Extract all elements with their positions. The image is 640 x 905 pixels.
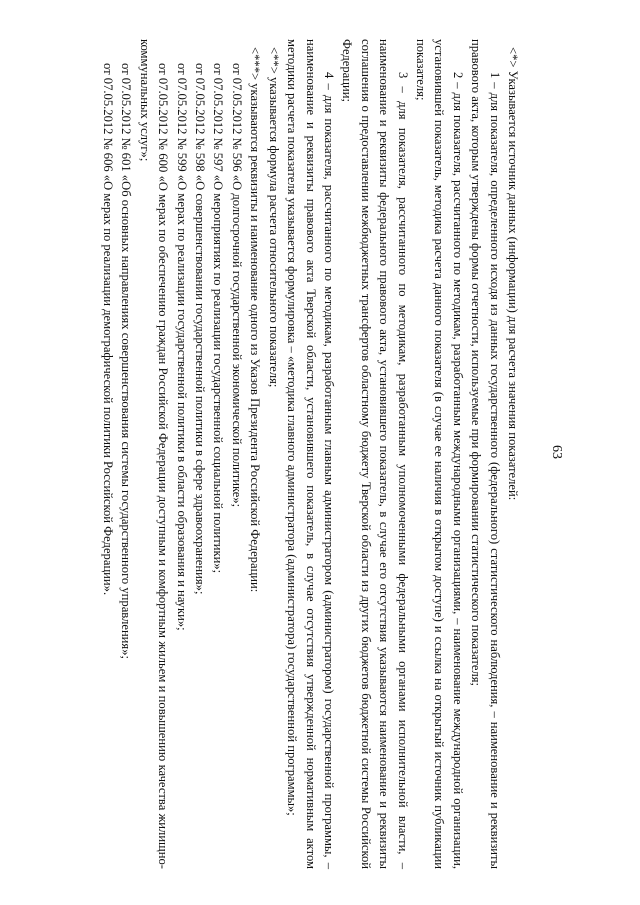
footnote-paragraph: от 07.05.2012 № 600 «О мерах по обеспечению граждан Российской Федерации доступным и комфортным жильем и повышению качества жилищно-коммунальных услуг»; <box>137 39 171 869</box>
footnote-paragraph: <**> указывается формула расчета относительного показателя; <box>266 47 281 388</box>
page-number: 63 <box>549 445 564 459</box>
footnote-paragraph: 3 – для показателя, рассчитанного по методикам, разработанным уполномоченными федеральными органами исполнительной власти, – наименование и реквизиты федерального правового акта, установившего показатель, в случае его отсутствия указываются наименование и реквизиты соглашения о предоставлении межбюджетных трансфертов областному бюджету Тверской области из других бюджетов бюджетной системы Российской Федерации; <box>340 39 410 869</box>
footnote-paragraph: от 07.05.2012 № 601 «Об основных направлениях совершенствования системы государственного управления»; <box>119 63 134 660</box>
footnote-paragraph: <***> указываются реквизиты и наименование одного из Указов Президента Российской Федерации: <box>248 47 263 593</box>
footnote-paragraph: от 07.05.2012 № 597 «О мероприятиях по реализации государственной социальной политики»; <box>211 63 226 574</box>
footnote-paragraph: от 07.05.2012 № 598 «О совершенствовании государственной политики в сфере здравоохранения»; <box>193 63 208 595</box>
footnote-paragraph: от 07.05.2012 № 599 «О мерах по реализации государственной политики в области образования и науки»; <box>174 63 189 631</box>
footnote-paragraph: 2 – для показателя, рассчитанного по методикам, разработанным международными организациями, – наименование международной организации, установившей показатель, методика расчета данного показателя (в случае ее наличия в открытом доступе) и ссылка на открытый источник публикации показателя; <box>413 39 465 869</box>
footnotes-block <box>99 39 522 869</box>
footnote-paragraph: <*> Указывается источник данных (информации) для расчета значения показателей: <box>506 47 520 501</box>
footnote-paragraph: 4 – для показателя, рассчитанного по методикам, разработанным главным администратором (администратором) государственной программы, – наименование и реквизиты правового акта Тверской области, установившего показатель, в случае отсутствия утвержденной нормативным актом методики расчета показателя указывается формулировка – «методика главного администратора (администратора) государственной программы»; <box>285 39 336 869</box>
footnote-paragraph: 1 – для показателя, определенного исходя из данных государственного (федерального) статистического наблюдения, – наименование и реквизиты правового акта, которым утверждены формы отчетности, используемые при формировании статистического показателя; <box>469 39 502 869</box>
footnote-paragraph: от 07.05.2012 № 606 «О мерах по реализации демографической политики Российской Федерации». <box>101 63 116 596</box>
footnote-paragraph: от 07.05.2012 № 596 «О долгосрочной государственной экономической политике»; <box>229 63 244 508</box>
